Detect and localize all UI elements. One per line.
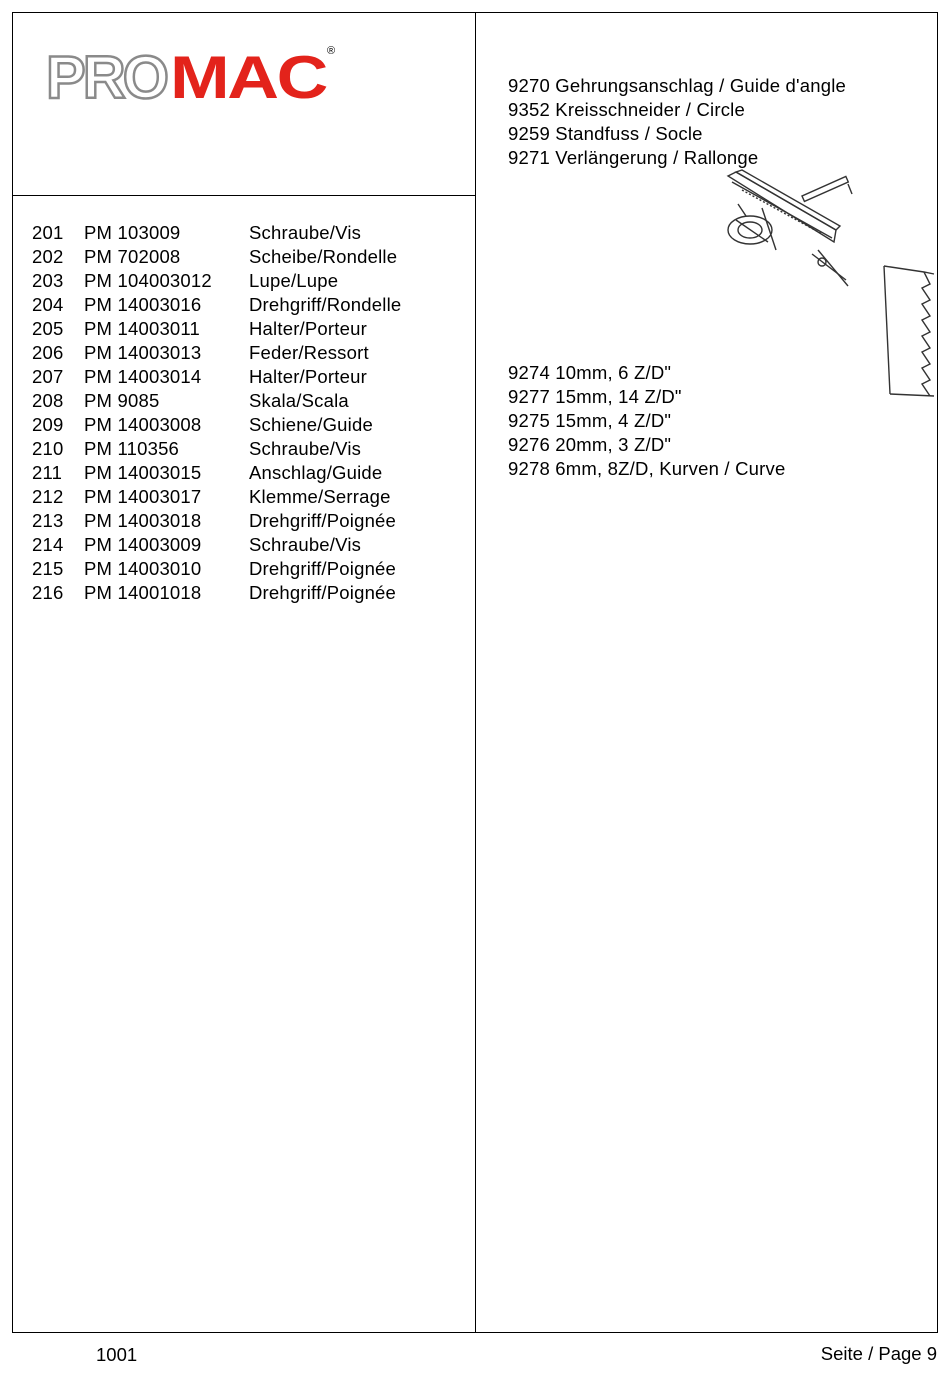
parts-row [32,461,452,485]
blade-item: 9275 15mm, 4 Z/D" [508,410,672,431]
part-description: Halter/Porteur [249,318,367,339]
part-code: PM 14003018 [84,510,202,531]
part-description: Scheibe/Rondelle [249,246,398,267]
parts-row [32,317,452,341]
column-divider [475,12,476,1333]
part-description: Drehgriff/Poignée [249,510,397,531]
part-code: PM 14003013 [84,342,202,363]
part-code: PM 14003010 [84,558,202,579]
accessory-item: 9259 Standfuss / Socle [508,123,703,144]
part-number: 211 [32,462,63,483]
parts-row [32,437,452,461]
part-number: 208 [32,390,64,411]
parts-row [32,269,452,293]
part-code: PM 14003008 [84,414,202,435]
part-number: 205 [32,318,64,339]
accessories-list [508,74,846,170]
part-code: PM 104003012 [84,270,212,291]
part-code: PM 14003015 [84,462,202,483]
part-number: 214 [32,534,64,555]
part-number: 207 [32,366,64,387]
miter-gauge-illustration [722,168,857,290]
part-description: Feder/Ressort [249,342,369,363]
part-description: Halter/Porteur [249,366,367,387]
promac-logo [46,40,341,105]
part-number: 215 [32,558,64,579]
blade-item: 9277 15mm, 14 Z/D" [508,386,682,407]
parts-row [32,293,452,317]
part-description: Anschlag/Guide [249,462,383,483]
part-description: Skala/Scala [249,390,349,411]
part-description: Drehgriff/Poignée [249,582,397,603]
parts-row [32,533,452,557]
part-description: Lupe/Lupe [249,270,339,291]
part-number: 212 [32,486,64,507]
parts-row [32,245,452,269]
parts-row [32,365,452,389]
part-code: PM 103009 [84,222,181,243]
saw-blade-illustration [880,262,936,400]
part-code: PM 110356 [84,438,180,459]
logo-registered-mark: ® [327,45,336,57]
blades-list [508,361,785,481]
parts-row [32,221,452,245]
part-description: Schraube/Vis [249,534,362,555]
part-code: PM 702008 [84,246,181,267]
part-code: PM 14003017 [84,486,202,507]
part-code: PM 14001018 [84,582,202,603]
part-description: Klemme/Serrage [249,486,391,507]
parts-row [32,581,452,605]
part-number: 206 [32,342,64,363]
part-number: 216 [32,582,64,603]
blade-item: 9274 10mm, 6 Z/D" [508,362,672,383]
parts-list [32,221,452,605]
document-number: 1001 [96,1344,138,1365]
part-code: PM 14003014 [84,366,202,387]
blade-item: 9276 20mm, 3 Z/D" [508,434,672,455]
part-description: Schiene/Guide [249,414,373,435]
page-number: Seite / Page 9 [820,1343,937,1364]
parts-row [32,341,452,365]
accessory-item: 9271 Verlängerung / Rallonge [508,147,759,168]
parts-row [32,509,452,533]
header-divider [12,195,476,196]
parts-row [32,485,452,509]
part-description: Drehgriff/Poignée [249,558,397,579]
logo-pro-text: PRO [46,44,168,105]
parts-row [32,413,452,437]
part-description: Drehgriff/Rondelle [249,294,402,315]
part-code: PM 14003011 [84,318,201,339]
part-description: Schraube/Vis [249,438,362,459]
accessory-item: 9352 Kreisschneider / Circle [508,99,745,120]
part-number: 202 [32,246,64,267]
part-description: Schraube/Vis [249,222,362,243]
part-number: 213 [32,510,64,531]
part-number: 204 [32,294,64,315]
part-code: PM 9085 [84,390,160,411]
accessory-item: 9270 Gehrungsanschlag / Guide d'angle [508,75,847,96]
part-number: 209 [32,414,64,435]
part-number: 201 [32,222,64,243]
logo-mac-text: MAC [170,44,327,105]
part-number: 203 [32,270,64,291]
part-code: PM 14003016 [84,294,202,315]
parts-row [32,557,452,581]
part-number: 210 [32,438,64,459]
part-code: PM 14003009 [84,534,202,555]
parts-row [32,389,452,413]
blade-item: 9278 6mm, 8Z/D, Kurven / Curve [508,458,786,479]
